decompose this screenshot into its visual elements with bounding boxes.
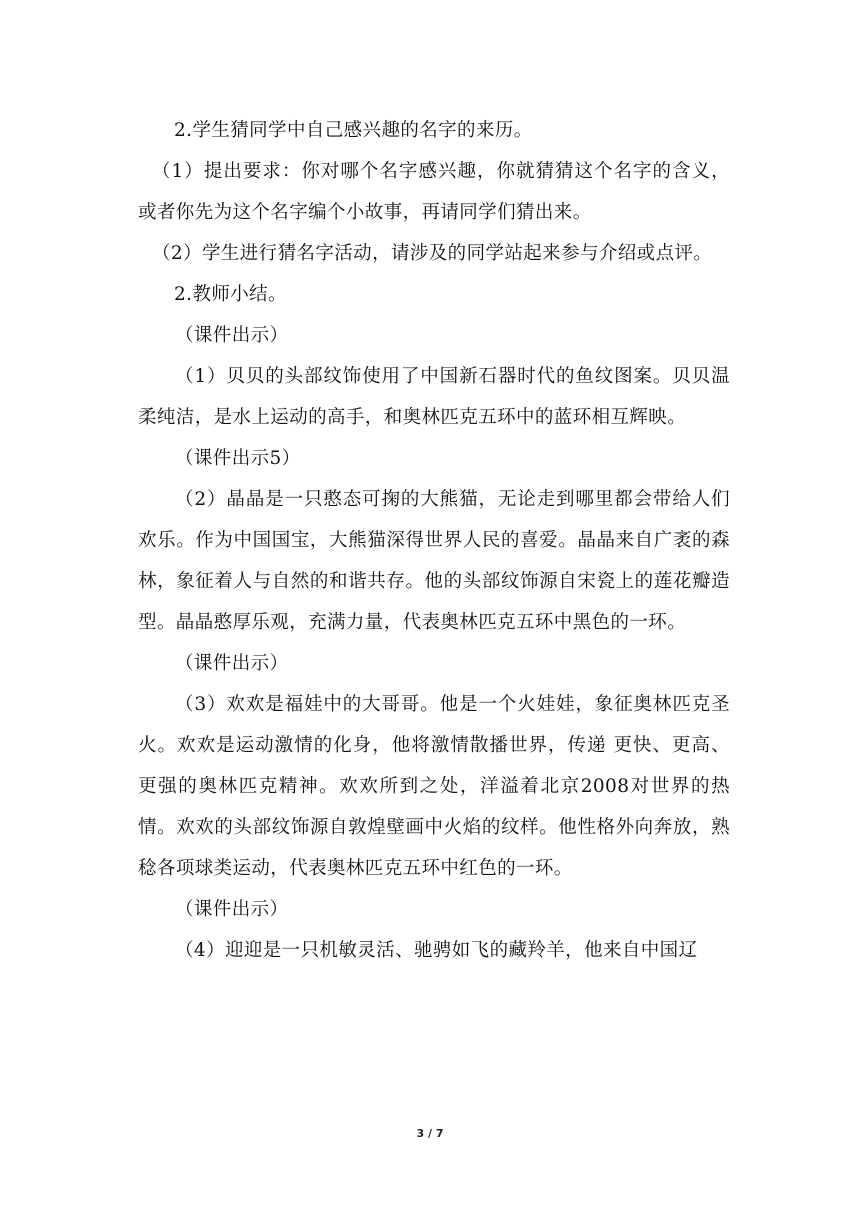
paragraph-courseware-5: （课件出示5） — [175, 448, 301, 469]
paragraph-teacher-summary: 2.教师小结。 — [174, 284, 287, 305]
paragraph-beibei: （1）贝贝的头部纹饰使用了中国新石器时代的鱼纹图案。贝贝温柔纯洁，是水上运动的高手，和奥林匹克五环中的蓝环相互辉映。 — [138, 366, 730, 428]
paragraph-huanhuan: （3）欢欢是福娃中的大哥哥。他是一个火娃娃，象征奥林匹克圣火。欢欢是运动激情的化身，他将激情散播世界，传递 更快、更高、更强的奥林匹克精神。欢欢所到之处，洋溢着北京2008对世界的热情。欢欢的头部纹饰源自敦煌壁画中火焰的纹样。他性格外向奔放，熟稔各项球类运动，代表奥林匹克五环中红色的一环。 — [138, 694, 730, 879]
page-number: 3 / 7 — [416, 1127, 444, 1140]
paragraph-requirement: （1）提出要求：你对哪个名字感兴趣，你就猜猜这个名字的含义，或者你先为这个名字编个小故事，再请同学们猜出来。 — [138, 161, 730, 223]
paragraph-yingying: （4）迎迎是一只机敏灵活、驰骋如飞的藏羚羊，他来自中国辽 — [175, 940, 698, 961]
paragraph-courseware-2: （课件出示） — [175, 653, 289, 674]
paragraph-guess-names: 2.学生猜同学中自己感兴趣的名字的来历。 — [174, 120, 533, 141]
paragraph-jingjing: （2）晶晶是一只憨态可掬的大熊猫，无论走到哪里都会带给人们欢乐。作为中国国宝，大熊猫深得世界人民的喜爱。晶晶来自广袤的森林，象征着人与自然的和谐共存。他的头部纹饰源自宋瓷上的莲花瓣造型。晶晶憨厚乐观，充满力量，代表奥林匹克五环中黑色的一环。 — [138, 489, 730, 633]
paragraph-activity: （2）学生进行猜名字活动，请涉及的同学站起来参与介绍或点评。 — [152, 243, 713, 264]
paragraph-courseware-1: （课件出示） — [175, 325, 289, 346]
paragraph-courseware-3: （课件出示） — [175, 899, 289, 920]
document-body — [138, 110, 730, 971]
